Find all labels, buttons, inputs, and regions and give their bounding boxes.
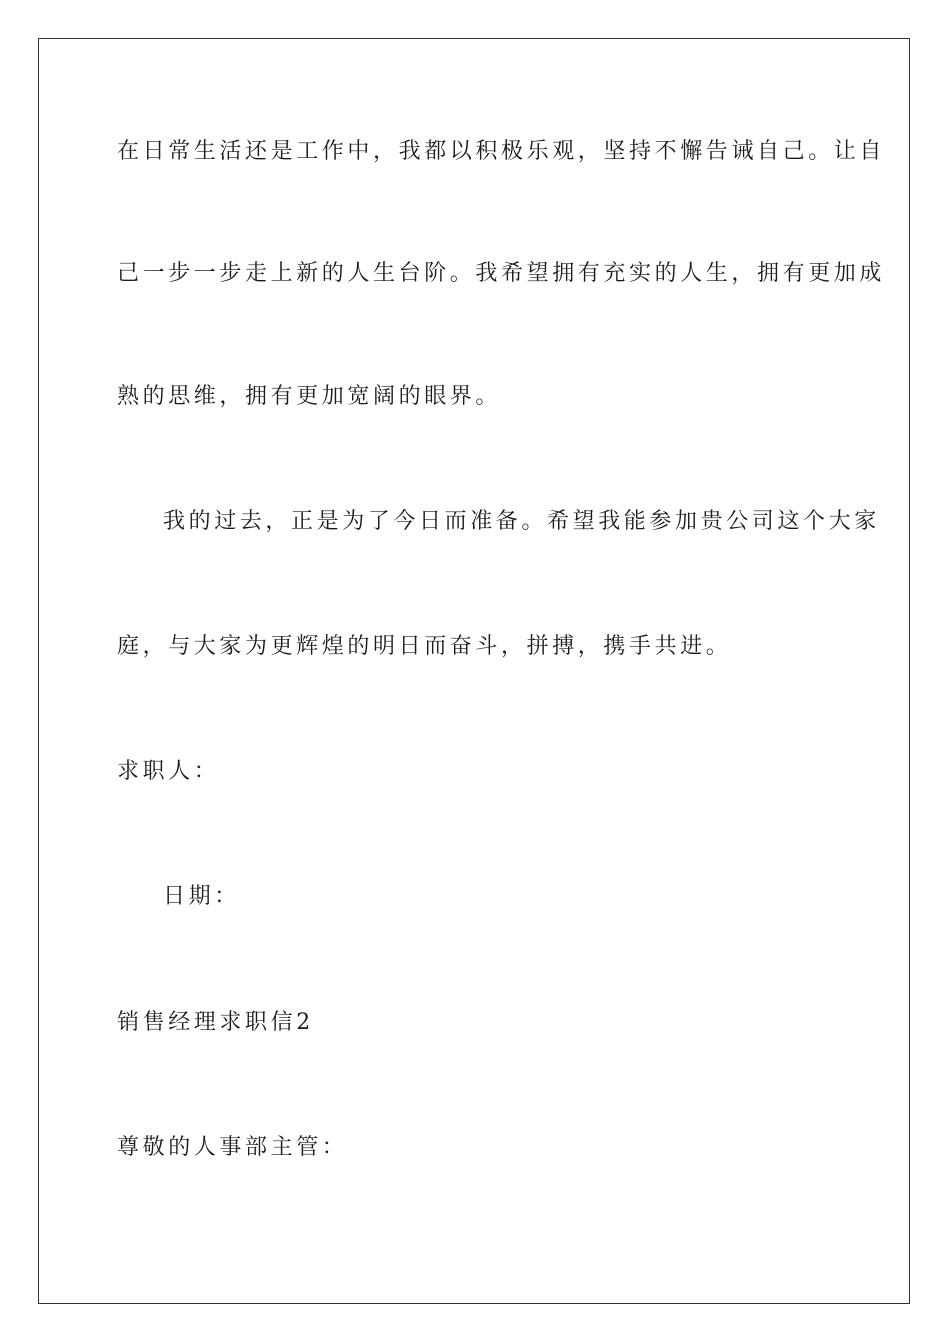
body-text-line: 熟的思维，拥有更加宽阔的眼界。 [117,384,502,409]
body-text-line: 在日常生活还是工作中，我都以积极乐观，坚持不懈告诫自己。让自 [117,139,886,164]
page-frame [38,38,910,1304]
section-title: 销售经理求职信2 [117,1010,314,1035]
body-text-line: 庭，与大家为更辉煌的明日而奋斗，拼搏，携手共进。 [117,634,732,659]
salutation: 尊敬的人事部主管： [117,1135,348,1160]
body-text-line: 我的过去，正是为了今日而准备。希望我能参加贵公司这个大家 [163,509,880,534]
applicant-label: 求职人： [117,759,220,784]
date-label: 日期： [163,884,240,909]
body-text-line: 己一步一步走上新的人生台阶。我希望拥有充实的人生，拥有更加成 [117,261,886,286]
